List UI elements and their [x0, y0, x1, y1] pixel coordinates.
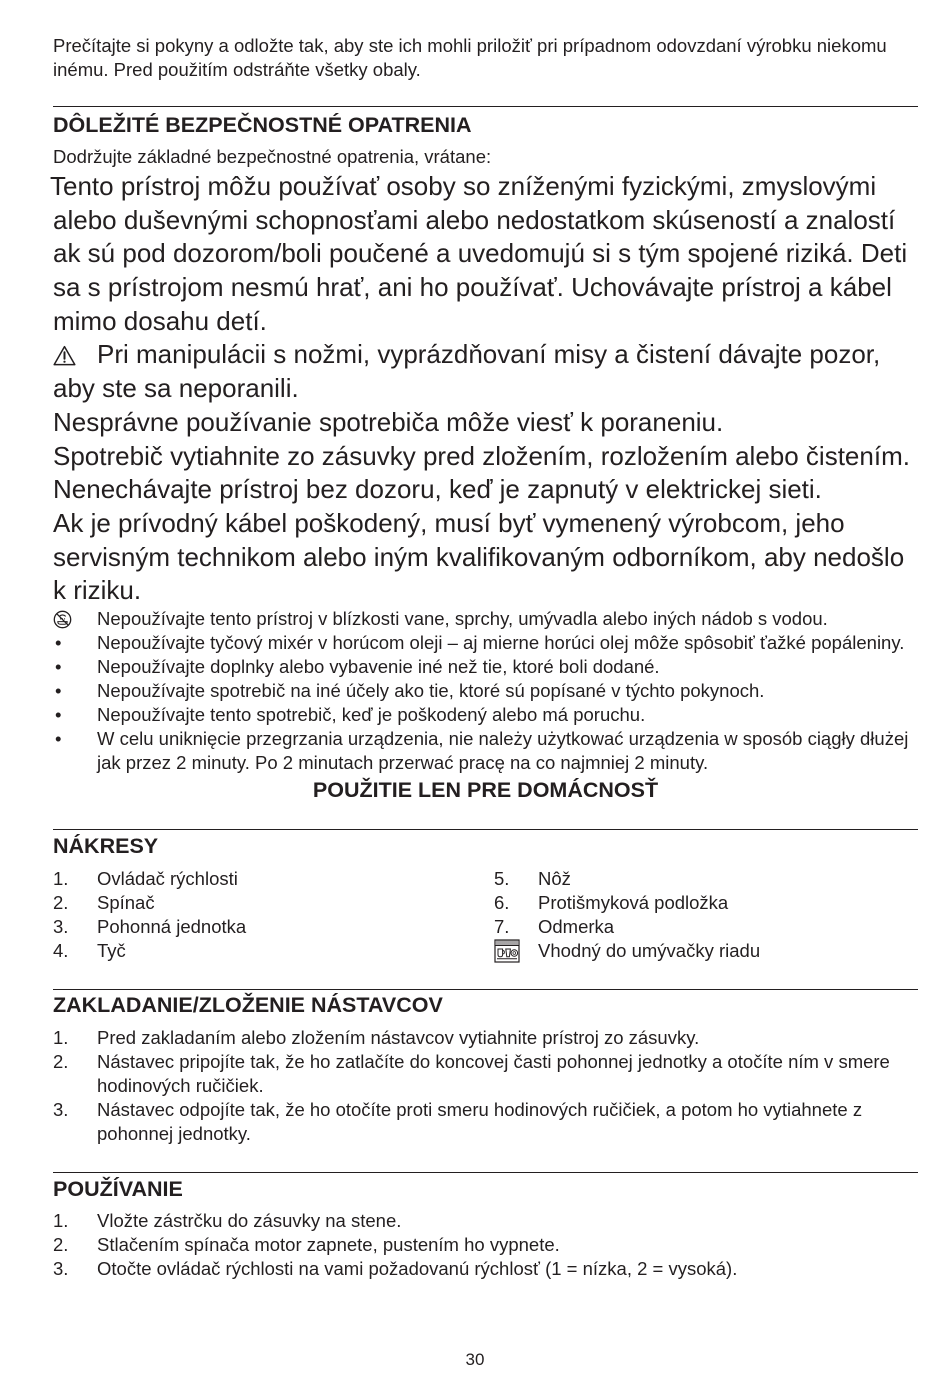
parts-list-right [494, 867, 760, 963]
bullet-marker: • [55, 704, 62, 725]
usage-step [53, 1233, 737, 1257]
notice-line: aby ste sa neporanili. [53, 373, 299, 404]
notice-line-text: Pri manipulácii s nožmi, vyprázdňovaní misy a čistení dávajte pozor, [97, 339, 881, 370]
step-text [97, 1233, 560, 1257]
bullet-marker: • [55, 680, 62, 701]
intro-paragraph [53, 34, 887, 82]
bullet-text [97, 607, 828, 631]
part-item [494, 939, 760, 963]
notice-line: sa s prístrojom nesmú hrať, ani ho používať. Uchovávajte prístroj a kábel [53, 272, 892, 303]
usage-step [53, 1257, 737, 1281]
part-label: Odmerka [538, 916, 615, 937]
step-number: 1. [53, 1027, 69, 1048]
part-item [53, 939, 246, 963]
bullet-marker: • [55, 656, 62, 677]
step-text-line: Nástavec odpojíte tak, že ho otočíte proti smeru hodinových ručičiek, a potom ho vytiahnete z [97, 1099, 863, 1120]
step-number: 1. [53, 1210, 69, 1231]
part-label: Protišmyková podložka [538, 892, 729, 913]
step-text-line: Otočte ovládač rýchlosti na vami požadovanú rýchlosť (1 = nízka, 2 = vysoká). [97, 1258, 738, 1279]
safety-bullet-list [53, 607, 908, 775]
notice-line: ak sú pod dozorom/boli poučené a uvedomujú si s tým spojené riziká. Deti [53, 238, 908, 269]
section-heading-drawings: NÁKRESY [53, 834, 159, 858]
step-text [97, 1209, 401, 1233]
bullet-text [97, 679, 764, 703]
parts-list-left [53, 867, 246, 963]
safety-subheading: Dodržujte základné bezpečnostné opatrenia, vrátane: [53, 146, 492, 167]
notice-line: servisným technikom alebo iným kvalifikovaným odborníkom, aby nedošlo [53, 541, 905, 572]
bullet-text [97, 655, 660, 679]
part-label: Nôž [538, 868, 571, 889]
safety-notice [50, 170, 910, 608]
part-number: 2. [53, 892, 69, 913]
step-text [97, 1050, 890, 1098]
part-number: 3. [53, 916, 69, 937]
section-heading-usage: POUŽÍVANIE [53, 1177, 183, 1201]
household-use-note: POUŽITIE LEN PRE DOMÁCNOSŤ [312, 778, 659, 802]
step-text-line: hodinových ručičiek. [97, 1075, 264, 1096]
no-water-icon [53, 607, 97, 631]
notice-line-with-icon [53, 338, 910, 372]
page-number: 30 [465, 1350, 485, 1369]
part-label: Ovládač rýchlosti [97, 868, 238, 889]
part-number: 6. [494, 892, 510, 913]
step-text-line: Nástavec pripojíte tak, že ho zatlačíte do koncovej časti pohonnej jednotky a otočíte ním v smere [97, 1051, 890, 1072]
bullet-text-line: Nepoužívajte tento prístroj v blízkosti vane, sprchy, umývadla alebo iných nádob s vodou. [97, 608, 828, 629]
notice-line: alebo duševnými schopnosťami alebo nedostatkom skúseností a znalostí [53, 204, 896, 235]
part-item [53, 867, 246, 891]
step-text-line: Stlačením spínača motor zapnete, pustením ho vypnete. [97, 1234, 560, 1255]
bullet-text-line: Nepoužívajte tento spotrebič, keď je poškodený alebo má poruchu. [97, 704, 646, 725]
step-text [97, 1257, 737, 1281]
step-text-line: Pred zakladaním alebo zložením nástavcov vytiahnite prístroj zo zásuvky. [97, 1027, 700, 1048]
assembly-step [53, 1098, 890, 1146]
step-number: 2. [53, 1051, 69, 1072]
bullet-text [97, 727, 908, 775]
notice-line: Nenechávajte prístroj bez dozoru, keď je zapnutý v elektrickej sieti. [53, 474, 822, 505]
bullet-text [97, 703, 645, 727]
safety-bullet [53, 655, 908, 679]
safety-bullet [53, 679, 908, 703]
assembly-step [53, 1026, 890, 1050]
part-item [494, 915, 760, 939]
section-divider [53, 106, 918, 107]
step-text [97, 1098, 862, 1146]
notice-line: Nesprávne používanie spotrebiča môže viesť k poraneniu. [53, 406, 724, 437]
intro-line: Prečítajte si pokyny a odložte tak, aby ste ich mohli priložiť pri prípadnom odovzdaní výrobku niekomu [53, 35, 887, 56]
notice-line: k riziku. [53, 575, 142, 606]
bullet-text [97, 631, 904, 655]
bullet-marker: • [55, 632, 62, 653]
step-text-line: Vložte zástrčku do zásuvky na stene. [97, 1210, 402, 1231]
part-number: 5. [494, 868, 510, 889]
part-label: Vhodný do umývačky riadu [538, 940, 761, 961]
safety-bullet [53, 727, 908, 775]
section-heading-safety: DÔLEŽITÉ BEZPEČNOSTNÉ OPATRENIA [53, 113, 472, 137]
assembly-step-list [53, 1026, 890, 1146]
part-item [53, 915, 246, 939]
bullet-marker: • [55, 728, 62, 749]
part-item [494, 867, 760, 891]
bullet-text-line: Nepoužívajte spotrebič na iné účely ako tie, ktoré sú popísané v týchto pokynoch. [97, 680, 765, 701]
step-number: 3. [53, 1258, 69, 1279]
intro-line: inému. Pred použitím odstráňte všetky obaly. [53, 59, 421, 80]
part-number: 4. [53, 940, 69, 961]
step-number: 3. [53, 1099, 69, 1120]
part-number: 7. [494, 916, 510, 937]
notice-line: mimo dosahu detí. [53, 305, 267, 336]
step-number: 2. [53, 1234, 69, 1255]
section-heading-assembly: ZAKLADANIE/ZLOŽENIE NÁSTAVCOV [53, 993, 443, 1017]
part-item [494, 891, 760, 915]
dishwasher-safe-icon [494, 939, 538, 963]
warning-icon [53, 338, 97, 372]
usage-step-list [53, 1209, 737, 1281]
part-label: Tyč [97, 940, 126, 961]
safety-bullet [53, 703, 908, 727]
notice-line: Ak je prívodný kábel poškodený, musí byť vymenený výrobcom, jeho [53, 507, 845, 538]
section-divider [53, 829, 918, 830]
step-text [97, 1026, 699, 1050]
safety-bullet [53, 607, 908, 631]
part-label: Pohonná jednotka [97, 916, 247, 937]
step-text-line: pohonnej jednotky. [97, 1123, 251, 1144]
safety-bullet [53, 631, 908, 655]
usage-step [53, 1209, 737, 1233]
section-divider [53, 1172, 918, 1173]
section-divider [53, 989, 918, 990]
part-item [53, 891, 246, 915]
bullet-text-line: W celu uniknięcie przegrzania urządzenia, nie należy użytkować urządzenia w sposób ciągły dłużej [97, 728, 909, 749]
assembly-step [53, 1050, 890, 1098]
notice-line: Spotrebič vytiahnite zo zásuvky pred zložením, rozložením alebo čistením. [53, 440, 910, 471]
bullet-text-line: Nepoužívajte doplnky alebo vybavenie iné než tie, ktoré boli dodané. [97, 656, 660, 677]
bullet-text-line: jak przez 2 minuty. Po 2 minutach przerwać pracę na co najmniej 2 minuty. [97, 752, 709, 773]
part-number: 1. [53, 868, 69, 889]
notice-line: Tento prístroj môžu používať osoby so zníženými fyzickými, zmyslovými [50, 171, 877, 201]
bullet-text-line: Nepoužívajte tyčový mixér v horúcom oleji – aj mierne horúci olej môže spôsobiť ťažké popáleniny. [97, 632, 905, 653]
part-label: Spínač [97, 892, 155, 913]
